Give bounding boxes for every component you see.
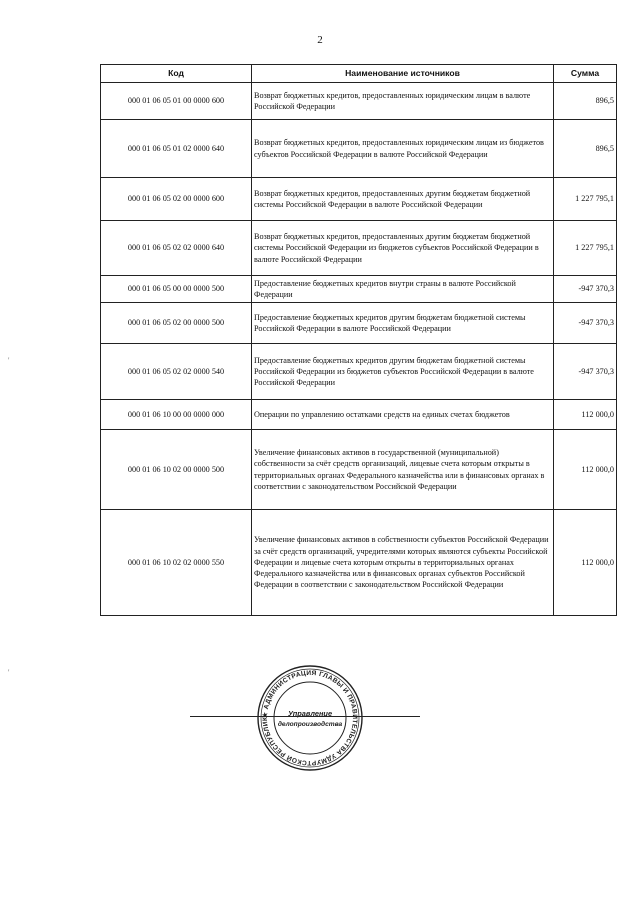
row-name: Возврат бюджетных кредитов, предоставленных юридическим лицам в валюте Российской Федерации xyxy=(252,83,554,120)
table-row xyxy=(101,276,617,303)
stamp-seal xyxy=(255,663,365,773)
row-name: Возврат бюджетных кредитов, предоставленных другим бюджетам бюджетной системы Российской Федерации из бюджетов субъектов Российской Федерации в валюте Российской Федерации xyxy=(252,221,554,276)
table-row xyxy=(101,344,617,400)
row-name: Предоставление бюджетных кредитов другим бюджетам бюджетной системы Российской Федерации в валюте Российской Федерации xyxy=(252,303,554,344)
row-code: 000 01 06 10 02 00 0000 500 xyxy=(101,430,252,510)
row-sum: -947 370,3 xyxy=(554,303,617,344)
row-code: 000 01 06 05 01 00 0000 600 xyxy=(101,83,252,120)
row-name: Предоставление бюджетных кредитов другим бюджетам бюджетной системы Российской Федерации из бюджетов субъектов Российской Федерации в валюте Российской Федерации xyxy=(252,344,554,400)
margin-tick: ' xyxy=(8,356,10,365)
page-number: 2 xyxy=(317,34,323,46)
header-sum: Сумма xyxy=(554,65,617,83)
row-sum: 896,5 xyxy=(554,120,617,178)
stamp-center-line1: Управление xyxy=(287,709,333,718)
margin-tick: ' xyxy=(8,668,10,677)
row-code: 000 01 06 05 02 02 0000 540 xyxy=(101,344,252,400)
table-row xyxy=(101,430,617,510)
row-name: Возврат бюджетных кредитов, предоставленных другим бюджетам бюджетной системы Российской Федерации в валюте Российской Федерации xyxy=(252,178,554,221)
table-row xyxy=(101,303,617,344)
table-row xyxy=(101,120,617,178)
row-code: 000 01 06 05 02 00 0000 500 xyxy=(101,303,252,344)
row-sum: 1 227 795,1 xyxy=(554,178,617,221)
table-row xyxy=(101,510,617,616)
row-sum: -947 370,3 xyxy=(554,344,617,400)
row-code: 000 01 06 05 01 02 0000 640 xyxy=(101,120,252,178)
table-row xyxy=(101,221,617,276)
table-row xyxy=(101,400,617,430)
row-sum: 112 000,0 xyxy=(554,430,617,510)
header-code: Код xyxy=(101,65,252,83)
table-row xyxy=(101,178,617,221)
row-code: 000 01 06 05 02 00 0000 600 xyxy=(101,178,252,221)
official-stamp xyxy=(255,663,365,773)
row-name: Предоставление бюджетных кредитов внутри страны в валюте Российской Федерации xyxy=(252,276,554,303)
row-code: 000 01 06 05 00 00 0000 500 xyxy=(101,276,252,303)
table-row xyxy=(101,83,617,120)
row-sum: 112 000,0 xyxy=(554,400,617,430)
sources-table xyxy=(100,64,617,616)
header-name: Наименование источников xyxy=(252,65,554,83)
row-sum: 896,5 xyxy=(554,83,617,120)
row-sum: -947 370,3 xyxy=(554,276,617,303)
row-code: 000 01 06 05 02 02 0000 640 xyxy=(101,221,252,276)
row-name: Увеличение финансовых активов в собственности субъектов Российской Федерации за счёт средств организаций, учредителями которых являются субъекты Российской Федерации и лицевые счета которым открыты в территориальных органах Федерального казначейства или в финансовых органах субъектов Российской Федерации в соответствии с законодательством Российской Федерации xyxy=(252,510,554,616)
row-name: Операции по управлению остатками средств на единых счетах бюджетов xyxy=(252,400,554,430)
row-name: Возврат бюджетных кредитов, предоставленных юридическим лицам из бюджетов субъектов Российской Федерации в валюте Российской Федерации xyxy=(252,120,554,178)
stamp-center-line2: делопроизводства xyxy=(277,721,343,728)
stamp-ring-text: ★ АДМИНИСТРАЦИЯ ГЛАВЫ И ПРАВИТЕЛЬСТВА УДМУРТСКОЙ РЕСПУБЛИК xyxy=(261,669,359,767)
row-sum: 1 227 795,1 xyxy=(554,221,617,276)
row-sum: 112 000,0 xyxy=(554,510,617,616)
row-code: 000 01 06 10 02 02 0000 550 xyxy=(101,510,252,616)
row-name: Увеличение финансовых активов в государственной (муниципальной) собственности за счёт средств организаций, лицевые счета которым открыты в территориальных органах Федерального казначейства или в финансовых органах в соответствии с законодательством Российской Федерации xyxy=(252,430,554,510)
table-header-row xyxy=(101,65,617,83)
row-code: 000 01 06 10 00 00 0000 000 xyxy=(101,400,252,430)
